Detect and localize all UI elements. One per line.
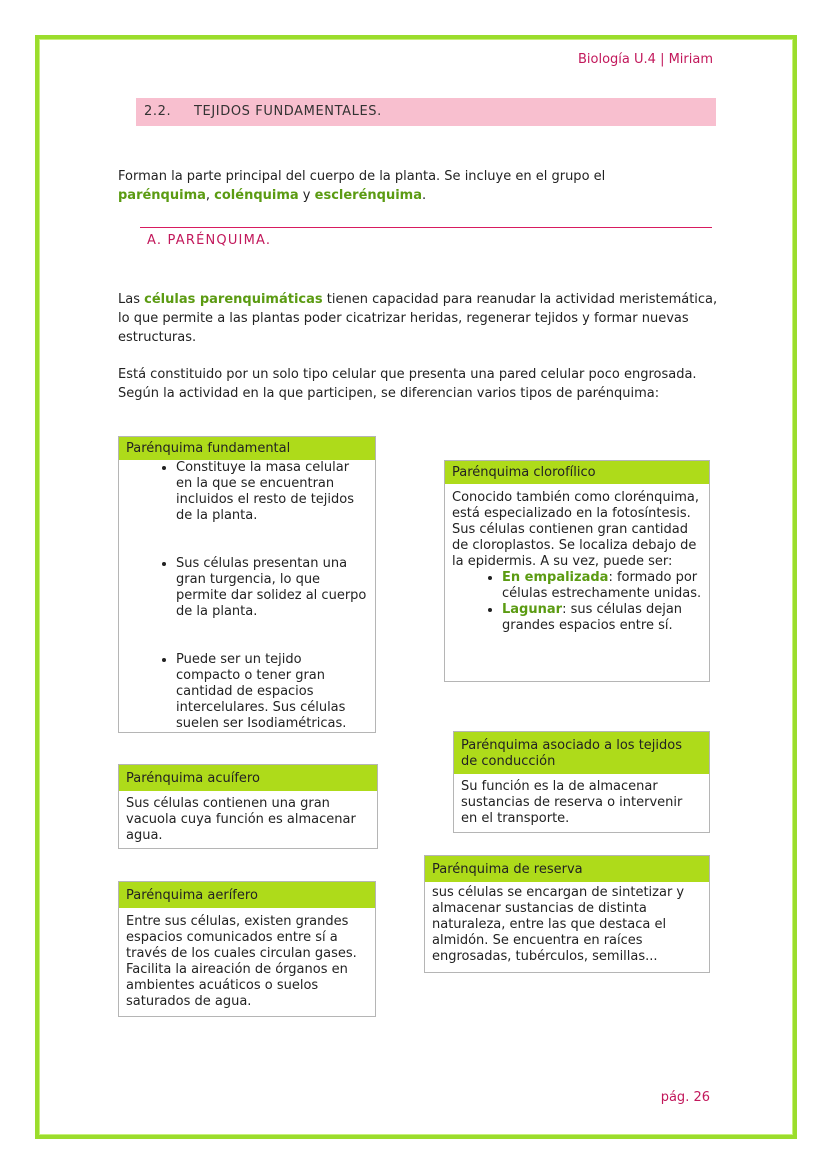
box-body: Sus células contienen una gran vacuola cuya función es almacenar agua.: [126, 796, 356, 843]
box-title: Parénquima acuífero: [119, 765, 377, 791]
bullet-list: [126, 460, 368, 732]
box-body: Entre sus células, existen grandes espacios comunicados entre sí a través de los cuales circulan gases. Facilita la aireación de órganos en ambientes acuáticos o suelos saturados de agua.: [126, 914, 357, 1009]
list-item: • Constituye la masa celular en la que se encuentran incluidos el resto de tejidos de la planta.: [176, 460, 368, 524]
term-esclerenquima: esclerénquima: [314, 188, 422, 203]
box-title: Parénquima clorofílico: [445, 461, 709, 484]
box-body: sus células se encargan de sintetizar y almacenar sustancias de distinta naturaleza, entre las que destaca el almidón. Se encuentra en raíces engrosadas, tubérculos, semillas...: [432, 885, 685, 964]
list-item: • En empalizada: formado por células estrechamente unidas.: [502, 570, 702, 602]
list-item: • Lagunar: sus células dejan grandes espacios entre sí.: [502, 602, 702, 634]
box-parenquima-acuifero: [118, 764, 378, 849]
subsection-title: A. PARÉNQUIMA.: [147, 233, 272, 248]
box-parenquima-aerifero: [118, 881, 376, 1017]
paragraph-1: Las células parenquimáticas tienen capacidad para reanudar la actividad meristemática, lo que permite a las plantas poder cicatrizar heridas, regenerar tejidos y formar nuevas estructuras.: [118, 292, 718, 345]
paragraph-2: Está constituido por un solo tipo celular que presenta una pared celular poco engrosada. Según la actividad en la que participen, se diferencian varios tipos de parénquima:: [118, 367, 697, 401]
subsection-divider: [140, 227, 712, 228]
term-celulas-parenquimaticas: células parenquimáticas: [144, 292, 323, 307]
box-body: [119, 460, 375, 735]
term-colenquima: colénquima: [214, 188, 299, 203]
list-item: • Sus células presentan una gran turgencia, lo que permite dar solidez al cuerpo de la planta.: [176, 556, 368, 620]
page-number: pág. 26: [660, 1090, 710, 1105]
intro-paragraph: Forman la parte principal del cuerpo de la planta. Se incluye en el grupo el parénquima, colénquima y esclerénquima.: [118, 169, 606, 203]
term-parenquima: parénquima: [118, 188, 206, 203]
section-title: TEJIDOS FUNDAMENTALES.: [194, 104, 382, 119]
section-heading: [136, 98, 716, 126]
box-body: Su función es la de almacenar sustancias de reserva o intervenir en el transporte.: [461, 779, 683, 826]
box-parenquima-conduccion: [453, 731, 710, 833]
box-title: Parénquima fundamental: [119, 437, 375, 460]
section-number: 2.2.: [144, 104, 172, 119]
bullet-list: [452, 570, 702, 634]
list-item: • Puede ser un tejido compacto o tener gran cantidad de espacios intercelulares. Sus células suelen ser Isodiamétricas.: [176, 652, 368, 732]
box-parenquima-clorofilico: [444, 460, 710, 682]
box-title: Parénquima aerífero: [119, 882, 375, 908]
page-header: Biología U.4 | Miriam: [578, 52, 713, 67]
box-title: Parénquima asociado a los tejidos de conducción: [454, 732, 709, 774]
box-body: Conocido también como clorénquima, está especializado en la fotosíntesis. Sus células contienen gran cantidad de cloroplastos. Se localiza debajo de la epidermis. A su vez, puede ser: • En empalizada: formado por células estrechamente unidas. • Lagunar: sus células dejan grandes espacios entre sí.: [445, 484, 709, 637]
box-parenquima-reserva: [424, 855, 710, 973]
box-parenquima-fundamental: [118, 436, 376, 733]
box-title: Parénquima de reserva: [425, 856, 709, 882]
